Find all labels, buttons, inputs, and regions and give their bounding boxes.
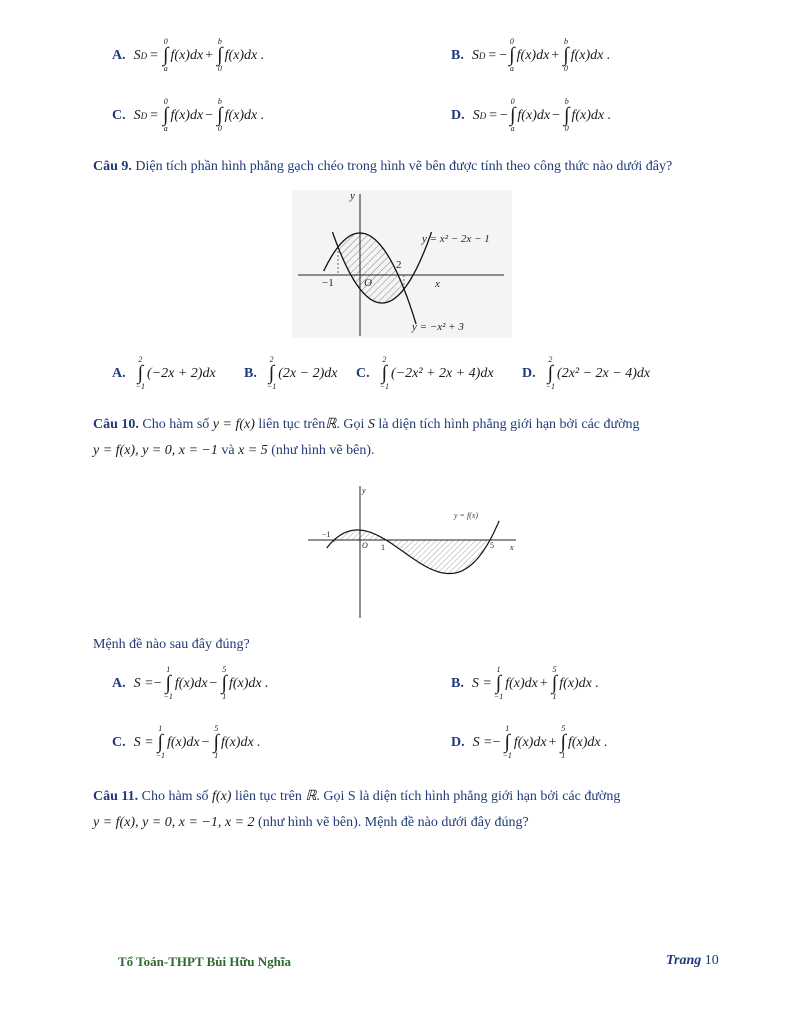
q10-option-d-int1-integral-sign: ∫	[504, 731, 510, 753]
q8-option-a-int1-lower: a	[163, 64, 168, 73]
q9-option-a-int-integral	[136, 356, 145, 391]
q10-option-d-label: D.	[451, 734, 465, 750]
q11-text-line2	[93, 812, 529, 834]
q8-option-b-int2-lower: 0	[563, 64, 568, 73]
q8-option-a-int2-integral	[217, 38, 222, 73]
q10-option-d-int1-integral	[502, 725, 511, 760]
q8-option-a-int1-upper: 0	[163, 37, 168, 46]
q8-option-a-int1-integral-sign: ∫	[163, 44, 169, 66]
q10-text1c: liên tục trên	[258, 417, 326, 432]
q8-option-c-int2-integral-sign: ∫	[217, 104, 223, 126]
q8-option-d-int2-upper: b	[564, 97, 569, 106]
q10-option-a-int1-integral	[163, 666, 172, 701]
q9-statement: Diện tích phần hình phẳng gạch chéo trong hình vẽ bên được tính theo công thức nào dưới đây?	[135, 159, 673, 174]
q8-option-d-label: D.	[451, 107, 465, 123]
q9-option-d-int-integral	[546, 356, 555, 391]
q9-option-d-int-lower: −1	[545, 382, 556, 391]
q10-option-b-lhs: S =	[471, 675, 492, 691]
q11-text2a: y = f(x), y = 0, x = −1, x = 2	[93, 815, 255, 830]
q8-option-d-lhs-sub: D	[479, 110, 487, 121]
q10-option-b-term1: f(x)dx	[505, 675, 538, 691]
q9-number: Câu 9.	[93, 159, 132, 174]
q8-option-a-term2: f(x)dx .	[224, 47, 265, 63]
q8-option-c-int2-lower: 0	[217, 124, 222, 133]
q8-option-c-int2-upper: b	[217, 97, 222, 106]
q10-text1e: . Gọi	[336, 417, 365, 432]
q8-option-b-int1-integral	[509, 38, 514, 73]
q10-option-d-op: +	[548, 734, 557, 750]
q10-number: Câu 10.	[93, 417, 139, 432]
q8-option-d-term1: f(x)dx	[517, 107, 551, 123]
q8-option-d-int2-lower: 0	[564, 124, 569, 133]
q10-option-d-lhs: S =	[472, 734, 493, 750]
q9-y-label: y	[350, 190, 355, 202]
q8-option-d	[451, 98, 611, 133]
q9-option-b-int-upper: 2	[269, 355, 274, 364]
q10-option-a-int1-upper: 1	[166, 665, 171, 674]
q8-option-b-eq: =	[488, 47, 497, 63]
q10-option-a-op: −	[209, 675, 218, 691]
q9-option-a-int-upper: 2	[138, 355, 143, 364]
q8-option-b	[451, 38, 610, 73]
q9-option-b-int-integral-sign: ∫	[268, 362, 275, 384]
q8-option-a-int2-lower: 0	[217, 64, 222, 73]
q10-option-a-int2-integral	[221, 666, 226, 701]
q8-option-b-int1-integral-sign: ∫	[509, 44, 515, 66]
q8-option-c-lhs-sub: D	[140, 110, 148, 121]
q10-option-c-int1-upper: 1	[158, 724, 163, 733]
q8-option-c-int1-integral-sign: ∫	[163, 104, 169, 126]
q8-option-a-label: A.	[112, 47, 126, 63]
q9-option-c-int-integral	[380, 356, 389, 391]
q8-option-a-op: +	[205, 47, 214, 63]
q9-option-a-int-integral-sign: ∫	[137, 362, 144, 384]
q9-text	[93, 156, 672, 178]
q9-option-a-label: A.	[112, 365, 126, 381]
q8-option-a-term1: f(x)dx	[170, 47, 204, 63]
q8-option-b-pre: −	[499, 47, 508, 63]
q9-option-c-int-integral-sign: ∫	[381, 362, 388, 384]
q9-option-b-int-lower: −1	[266, 382, 277, 391]
q9-curve1-label: y = x² − 2x − 1	[422, 233, 490, 245]
q10-text2c: x = 5	[238, 443, 268, 458]
q10-figure	[304, 480, 526, 620]
q10-text2a: y = f(x), y = 0, x = −1	[93, 443, 218, 458]
q9-option-c-expr: (−2x² + 2x + 4)dx	[391, 365, 494, 381]
q9-option-a	[112, 356, 216, 391]
q10-option-b	[451, 666, 599, 701]
q8-option-d-eq: =	[489, 107, 498, 123]
q10-option-d-int2-integral-sign: ∫	[560, 731, 566, 753]
footer-page-number: 10	[704, 953, 719, 968]
q8-option-c	[112, 98, 264, 133]
q8-option-c-eq: =	[150, 107, 159, 123]
q8-option-a-lhs-sub: D	[140, 50, 148, 61]
q8-option-c-int1-upper: 0	[163, 97, 168, 106]
q8-option-b-op: +	[551, 47, 560, 63]
q8-option-b-term2: f(x)dx .	[570, 47, 611, 63]
q8-option-a-lhs: S	[133, 47, 141, 63]
q10-option-d-pre: −	[492, 734, 501, 750]
q8-option-a-int1-integral	[163, 38, 168, 73]
q9-option-c-int-upper: 2	[382, 355, 387, 364]
q11-text1a: Cho hàm số	[141, 789, 209, 804]
q10-option-d-int2-upper: 5	[561, 724, 566, 733]
q10-option-c-int1-lower: −1	[155, 751, 165, 760]
q10-text1f: S	[367, 417, 375, 432]
q10-option-c-int1-integral	[156, 725, 165, 760]
q10-option-a-term1: f(x)dx	[174, 675, 208, 691]
q10-option-c-int1-integral-sign: ∫	[157, 731, 164, 753]
q10-tick-1: 1	[381, 543, 385, 552]
q11-text2b: (như hình vẽ bên). Mệnh đề nào dưới đây đúng?	[258, 815, 529, 830]
q10-option-b-int2-lower: 1	[552, 692, 557, 701]
q10-option-d-term1: f(x)dx	[513, 734, 547, 750]
q10-option-b-int1-integral	[494, 666, 503, 701]
q8-option-d-int2-integral	[564, 98, 569, 133]
q9-tick-neg1: −1	[322, 277, 334, 289]
q8-option-b-int2-integral-sign: ∫	[563, 44, 569, 66]
q8-option-d-int1-integral-sign: ∫	[509, 104, 516, 126]
q10-tick-5: 5	[490, 541, 494, 550]
q10-y-label: y	[362, 486, 366, 495]
q8-option-c-int2-integral	[217, 98, 222, 133]
q10-option-c-lhs: S =	[133, 734, 154, 750]
footer-page-word: Trang	[666, 953, 702, 968]
q10-option-b-int1-upper: 1	[496, 665, 501, 674]
q10-option-b-int1-lower: −1	[493, 692, 504, 701]
q9-option-c-label: C.	[356, 365, 370, 381]
q10-option-a-int1-lower: −1	[163, 692, 173, 701]
q8-option-c-lhs: S	[133, 107, 141, 123]
q8-option-c-label: C.	[112, 107, 126, 123]
q10-option-c-label: C.	[112, 734, 126, 750]
q8-option-b-lhs: S	[471, 47, 479, 63]
q9-option-b-expr: (2x − 2)dx	[278, 365, 338, 381]
q8-option-b-label: B.	[451, 47, 464, 63]
q9-figure-bg	[292, 190, 512, 338]
q10-text2d: (như hình vẽ bên).	[271, 443, 375, 458]
q9-option-c-int-lower: −1	[379, 382, 390, 391]
q11-text1e: . Gọi S là diện tích hình phẳng giới hạn bởi các đường	[316, 789, 621, 804]
q8-option-a	[112, 38, 264, 73]
q8-option-c-op: −	[205, 107, 214, 123]
q8-option-d-term2: f(x)dx .	[571, 107, 612, 123]
footer-department: Tổ Toán-THPT Bùi Hữu Nghĩa	[118, 954, 292, 969]
q8-option-d-pre: −	[500, 107, 508, 123]
q11-text1c: liên tục trên	[234, 789, 302, 804]
q9-figure	[292, 190, 512, 338]
q9-option-d-int-upper: 2	[548, 355, 553, 364]
q10-option-d-int1-upper: 1	[505, 724, 510, 733]
q9-option-d	[522, 356, 650, 391]
q10-option-a-int2-upper: 5	[222, 665, 227, 674]
q9-option-b	[244, 356, 337, 391]
q8-option-c-term1: f(x)dx	[170, 107, 204, 123]
q9-option-a-expr: (−2x + 2)dx	[147, 365, 216, 381]
q10-text1a: Cho hàm số	[142, 417, 210, 432]
q10-option-c-int2-lower: 1	[214, 751, 219, 760]
q8-option-c-int1-lower: a	[163, 124, 168, 133]
q10-option-d	[451, 725, 608, 760]
q9-curve2-label: y = −x² + 3	[412, 321, 464, 333]
q10-option-c-op: −	[201, 734, 210, 750]
q8-option-d-int1-integral	[510, 98, 515, 133]
q8-option-b-int1-upper: 0	[509, 37, 514, 46]
q9-x-label: x	[435, 278, 440, 290]
q8-option-a-int2-upper: b	[217, 37, 222, 46]
q11-text-line1	[93, 786, 620, 808]
q10-option-c	[112, 725, 261, 760]
q10-option-b-term2: f(x)dx .	[559, 675, 599, 691]
q10-option-d-int2-lower: 1	[561, 751, 566, 760]
q10-option-c-int2-integral-sign: ∫	[213, 731, 220, 753]
q11-text1b: f(x)	[212, 789, 232, 804]
q10-tick-neg1: −1	[322, 530, 331, 539]
q10-x-label: x	[510, 543, 514, 552]
q10-option-b-label: B.	[451, 675, 464, 691]
q10-option-a-int2-integral-sign: ∫	[221, 672, 227, 694]
q10-prompt: Mệnh đề nào sau đây đúng?	[93, 637, 250, 652]
q10-option-a-term2: f(x)dx .	[228, 675, 269, 691]
q8-option-a-int2-integral-sign: ∫	[217, 44, 223, 66]
q9-option-b-int-integral	[267, 356, 276, 391]
q10-option-b-int2-upper: 5	[552, 665, 557, 674]
q10-text-line2	[93, 440, 374, 462]
q10-text-line1	[93, 414, 640, 436]
q9-origin-label: O	[364, 277, 372, 289]
q10-option-b-op: +	[539, 675, 548, 691]
q10-text1b: y = f(x)	[212, 417, 255, 432]
q9-option-d-label: D.	[522, 365, 536, 381]
q10-option-d-int1-lower: −1	[502, 751, 512, 760]
q8-option-d-int2-integral-sign: ∫	[563, 104, 570, 126]
q10-option-a-label: A.	[112, 675, 126, 691]
q10-option-a-int2-lower: 1	[222, 692, 227, 701]
q10-option-c-int2-upper: 5	[214, 724, 219, 733]
q8-option-c-int1-integral	[163, 98, 168, 133]
q10-option-a-pre: −	[153, 675, 162, 691]
q11-number: Câu 11.	[93, 789, 139, 804]
q9-tick-2: 2	[396, 259, 402, 271]
q8-option-d-op: −	[552, 107, 560, 123]
q10-origin-label: O	[362, 541, 368, 550]
q10-option-b-int1-integral-sign: ∫	[495, 672, 502, 694]
q8-option-c-term2: f(x)dx .	[224, 107, 265, 123]
q8-option-b-term1: f(x)dx	[516, 47, 550, 63]
q9-option-b-label: B.	[244, 365, 257, 381]
q10-option-d-term2: f(x)dx .	[567, 734, 608, 750]
q10-text2b: và	[221, 443, 235, 458]
q10-option-a-lhs: S =	[133, 675, 154, 691]
q10-hatched-region-negative	[386, 540, 490, 574]
q10-option-a-int1-integral-sign: ∫	[165, 672, 171, 694]
q8-option-a-eq: =	[150, 47, 159, 63]
q8-option-d-int1-lower: a	[510, 124, 515, 133]
q10-text1g: là diện tích hình phẳng giới hạn bởi các đường	[378, 417, 640, 432]
q10-option-b-int2-integral-sign: ∫	[551, 672, 558, 694]
footer-page	[666, 953, 719, 969]
q8-option-d-int1-upper: 0	[510, 97, 515, 106]
q10-option-c-term2: f(x)dx .	[221, 734, 261, 750]
q8-option-b-int2-integral	[563, 38, 568, 73]
q8-option-b-int2-upper: b	[563, 37, 568, 46]
q9-option-a-int-lower: −1	[135, 382, 146, 391]
q10-text1d: ℝ	[325, 417, 337, 432]
q10-option-d-int2-integral	[560, 725, 565, 760]
q9-option-d-expr: (2x² − 2x − 4)dx	[557, 365, 651, 381]
q10-option-a	[112, 666, 269, 701]
q8-option-b-lhs-sub: D	[478, 50, 486, 61]
q11-text1d: ℝ	[305, 789, 317, 804]
q10-option-c-term1: f(x)dx	[166, 734, 200, 750]
q8-option-d-lhs: S	[472, 107, 480, 123]
q10-curve-label: y = f(x)	[454, 511, 479, 520]
q9-option-d-int-integral-sign: ∫	[547, 362, 554, 384]
q9-option-c	[356, 356, 494, 391]
q8-option-b-int1-lower: a	[509, 64, 514, 73]
q10-option-c-int2-integral	[214, 725, 219, 760]
q10-option-b-int2-integral	[552, 666, 557, 701]
